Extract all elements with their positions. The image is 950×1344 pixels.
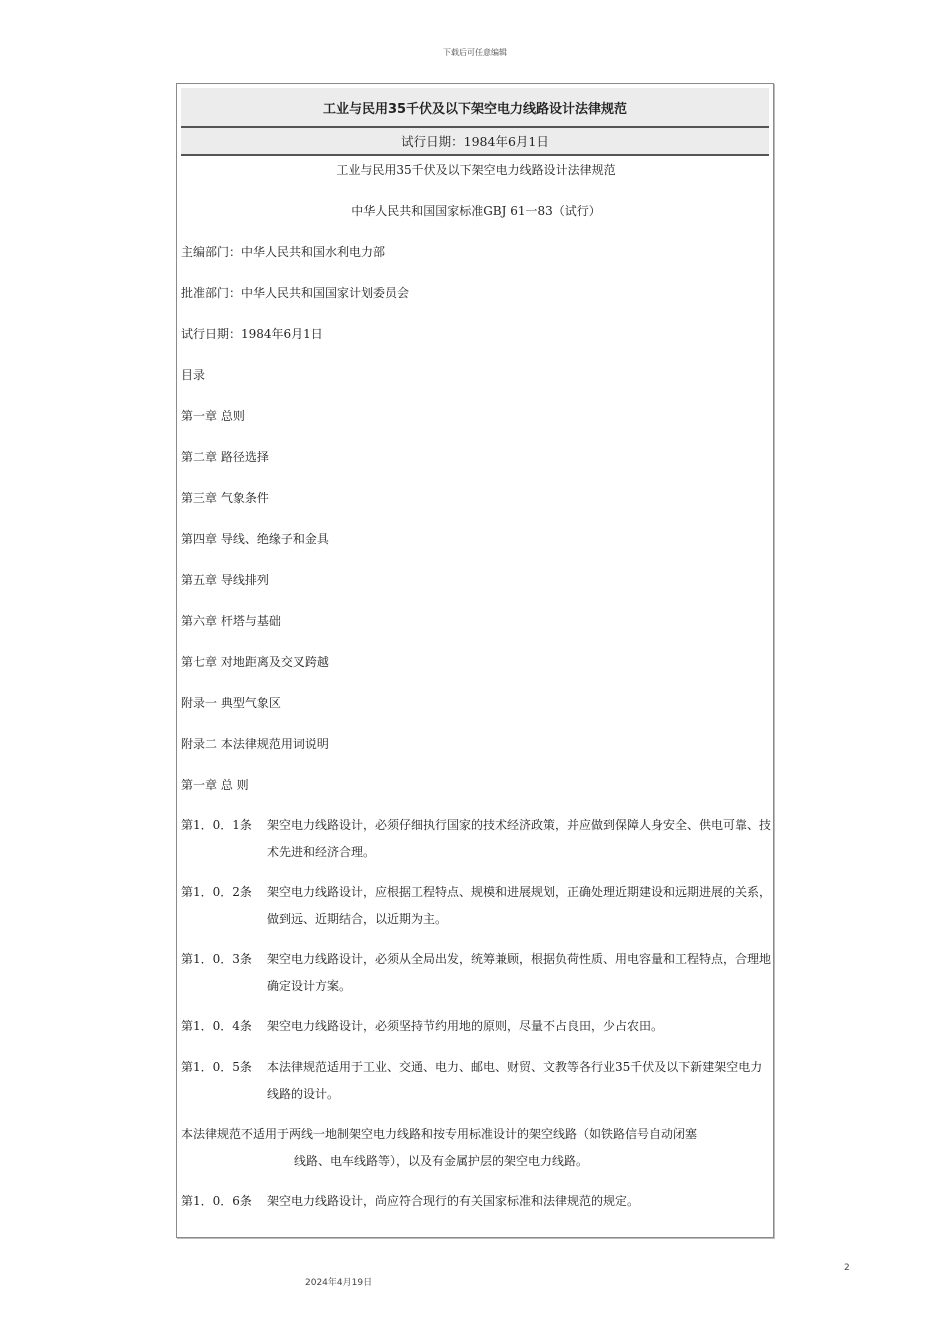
toc-item: 第二章 路径选择 (181, 450, 269, 464)
article-number: 第1．0．2条 (181, 885, 252, 899)
article (181, 946, 771, 1000)
scope-note-line: 本法律规范不适用于两线一地制架空电力线路和按专用标准设计的架空线路（如铁路信号自动闭塞 (181, 1127, 698, 1141)
article-number: 第1．0．4条 (181, 1019, 252, 1033)
article-number: 第1．0．6条 (181, 1194, 252, 1208)
document-title-bar: 工业与民用35千伏及以下架空电力线路设计法律规范 (181, 88, 769, 128)
trial-date-bar: 试行日期：1984年6月1日 (181, 128, 769, 156)
toc-item: 第七章 对地距离及交叉跨越 (181, 655, 329, 669)
article-text: 本法律规范适用于工业、交通、电力、邮电、财贸、文教等各行业35千伏及以下新建架空电力线路的设计。 (267, 1060, 763, 1101)
document-frame (176, 83, 774, 1238)
toc-item: 附录二 本法律规范用词说明 (181, 737, 329, 751)
article-text: 架空电力线路设计，必须坚持节约用地的原则，尽量不占良田，少占农田。 (267, 1019, 664, 1033)
article-number: 第1．0．1条 (181, 818, 252, 832)
trial-date-line: 试行日期：1984年6月1日 (181, 327, 323, 341)
toc-heading: 目录 (181, 368, 206, 382)
toc-item: 第三章 气象条件 (181, 491, 269, 505)
toc-item: 第一章 总则 (181, 409, 245, 423)
scope-note (181, 1121, 771, 1175)
page-number: 2 (844, 1263, 850, 1273)
article-text: 架空电力线路设计，应根据工程特点、规模和进展规划，正确处理近期建设和远期进展的关系，做到远、近期结合，以近期为主。 (267, 885, 772, 926)
toc-item: 附录一 典型气象区 (181, 696, 281, 710)
article-number: 第1．0．3条 (181, 952, 252, 966)
article-text: 架空电力线路设计，必须从全局出发，统筹兼顾，根据负荷性质、用电容量和工程特点，合理地确定设计方案。 (267, 952, 772, 993)
article-text: 架空电力线路设计，必须仔细执行国家的技术经济政策，并应做到保障人身安全、供电可靠、技术先进和经济合理。 (267, 818, 772, 859)
approval-department: 批准部门：中华人民共和国国家计划委员会 (181, 286, 410, 300)
standard-code: 中华人民共和国国家标准GBJ 61一83（试行） (351, 204, 601, 218)
toc-item: 第五章 导线排列 (181, 573, 269, 587)
article (181, 879, 771, 933)
article (181, 1188, 771, 1215)
article-text: 架空电力线路设计，尚应符合现行的有关国家标准和法律规范的规定。 (267, 1194, 640, 1208)
article (181, 1054, 771, 1108)
article (181, 1013, 771, 1040)
chapter-heading: 第一章 总 则 (181, 778, 249, 792)
toc-item: 第六章 杆塔与基础 (181, 614, 281, 628)
toc-item: 第四章 导线、绝缘子和金具 (181, 532, 329, 546)
scope-note-line: 线路、电车线路等），以及有金属护层的架空电力线路。 (294, 1154, 589, 1168)
page-header: 下载后可任意编辑 (443, 48, 507, 57)
article (181, 812, 771, 866)
article-number: 第1．0．5条 (181, 1060, 252, 1074)
footer-date: 2024年4月19日 (305, 1278, 373, 1288)
body-title: 工业与民用35千伏及以下架空电力线路设计法律规范 (336, 163, 616, 177)
editor-department: 主编部门：中华人民共和国水利电力部 (181, 245, 386, 259)
